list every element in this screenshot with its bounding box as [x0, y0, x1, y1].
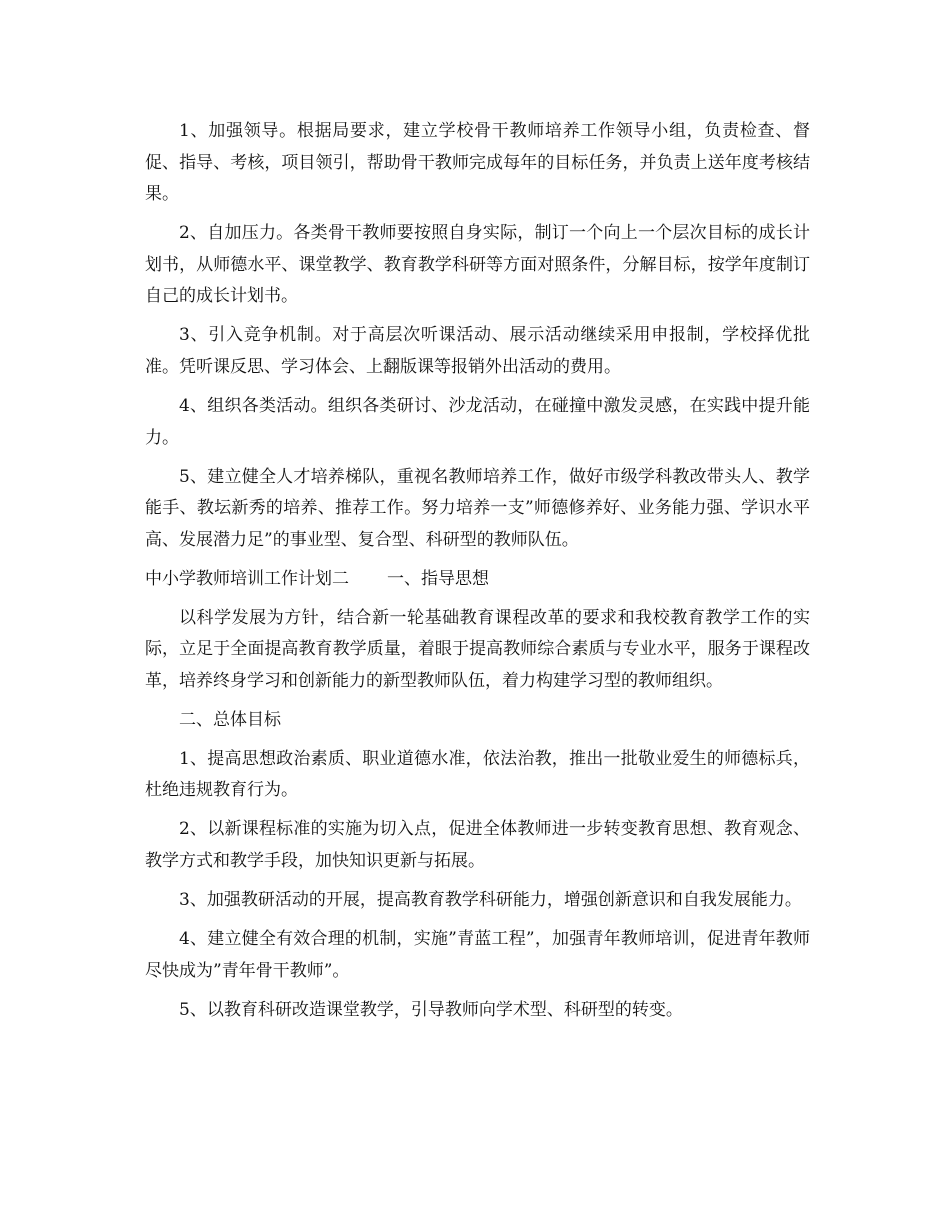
paragraph-competition: 3、引入竞争机制。对于高层次听课活动、展示活动继续采用申报制，学校择优批准。凭听课反思、学习体会、上翻版课等报销外出活动的费用。	[145, 325, 810, 377]
goal-item: 1、提高思想政治素质、职业道德水准，依法治教，推出一批敬业爱生的师德标兵，杜绝违规教育行为。	[145, 748, 810, 801]
goal-item: 2、以新课程标准的实施为切入点，促进全体教师进一步转变教育思想、教育观念、教学方式和教学手段，加快知识更新与拓展。	[145, 819, 810, 871]
paragraph-leadership: 1、加强领导。根据局要求，建立学校骨干教师培养工作领导小组，负责检查、督促、指导、考核，项目领引，帮助骨干教师完成每年的目标任务，并负责上送年度考核结果。	[145, 121, 810, 205]
goal-item: 3、加强教研活动的开展，提高教育教学科研能力，增强创新意识和自我发展能力。	[179, 889, 802, 910]
paragraph-guiding-ideology: 以科学发展为方针，结合新一轮基础教育课程改革的要求和我校教育教学工作的实际，立足于全面提高教育教学质量，着眼于提高教师综合素质与专业水平，服务于课程改革，培养终身学习和创新能力的新型教师队伍，着力构建学习型的教师组织。	[145, 607, 810, 691]
section1-heading: 一、指导思想	[387, 568, 489, 589]
paragraph-activities: 4、组织各类活动。组织各类研讨、沙龙活动，在碰撞中激发灵感，在实践中提升能力。	[145, 395, 810, 448]
paragraph-self-pressure: 2、自加压力。各类骨干教师要按照自身实际，制订一个向上一个层次目标的成长计划书，从师德水平、课堂教学、教育教学科研等方面对照条件，分解目标，按学年度制订自己的成长计划书。	[145, 223, 810, 307]
goal-item: 4、建立健全有效合理的机制，实施”青蓝工程”，加强青年教师培训，促进青年教师尽快成为”青年骨干教师”。	[145, 928, 810, 981]
paragraph-talent-echelon: 5、建立健全人才培养梯队，重视名教师培养工作，做好市级学科教改带头人、教学能手、教坛新秀的培养、推荐工作。努力培养一支”师德修养好、业务能力强、学识水平高、发展潜力足”的事业型、复合型、科研型的教师队伍。	[145, 466, 810, 550]
section2-heading: 二、总体目标	[179, 709, 281, 730]
document-body	[145, 116, 810, 1034]
plan-title-line	[145, 564, 810, 596]
plan-title: 中小学教师培训工作计划二	[145, 568, 349, 589]
goal-item: 5、以教育科研改造课堂教学，引导教师向学术型、科研型的转变。	[179, 999, 683, 1020]
